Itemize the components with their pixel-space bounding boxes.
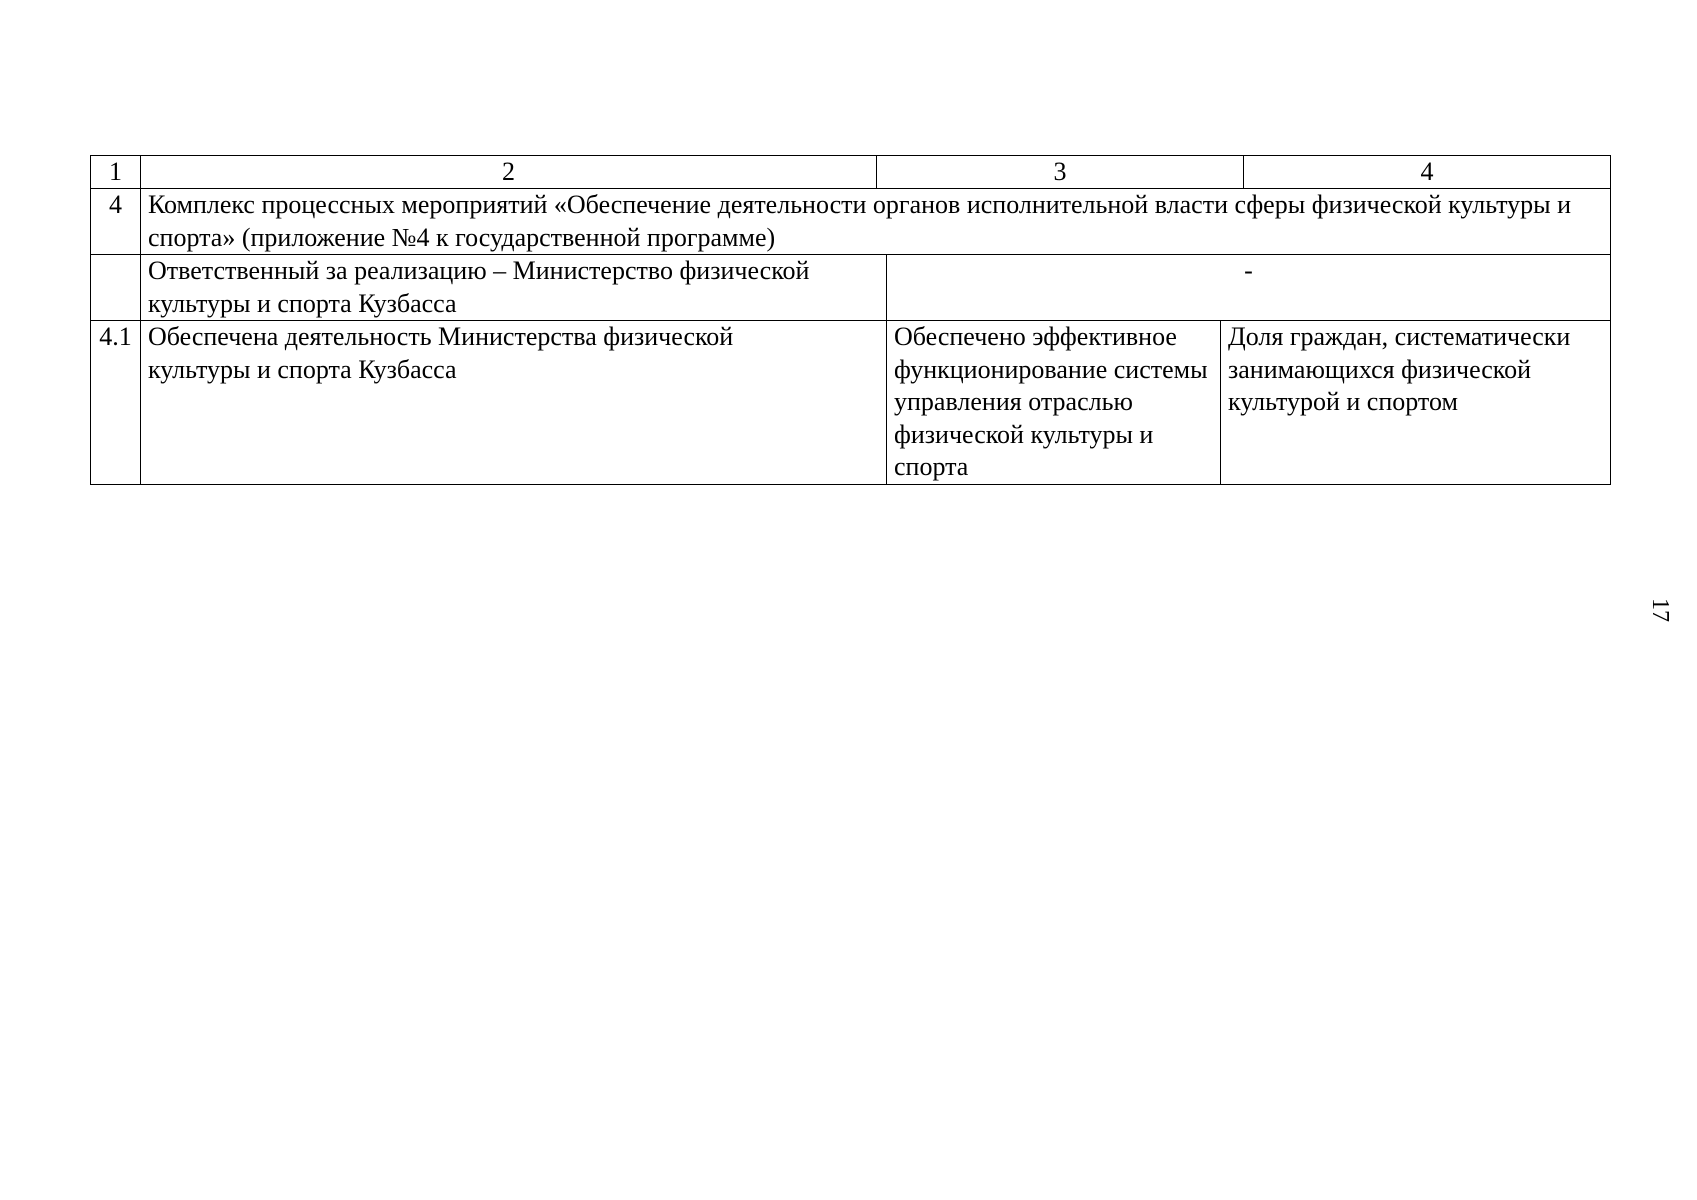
row-task: Обеспечена деятельность Министерства физической культуры и спорта Кузбасса [148, 322, 734, 384]
row-indicator: Доля граждан, систематически занимающихся физической культурой и спортом [1228, 322, 1571, 416]
header-cell-1: 1 [109, 157, 122, 186]
page-number: 17 [1647, 598, 1673, 622]
section-title: Комплекс процессных мероприятий «Обеспечение деятельности органов исполнительной власти сферы физической культуры и спорта» (приложение №4 к государственной программе) [148, 190, 1572, 252]
header-cell-3: 3 [1053, 157, 1067, 186]
table-border-right [1610, 155, 1611, 485]
section-number: 4 [109, 190, 122, 219]
row-result: Обеспечено эффективное функционирование системы управления отраслью физической культуры и спорта [894, 322, 1208, 481]
row-number: 4.1 [99, 322, 132, 351]
responsible-value: - [1244, 256, 1253, 285]
header-cell-4: 4 [1420, 157, 1434, 186]
responsible-text: Ответственный за реализацию – Министерство физической культуры и спорта Кузбасса [148, 256, 810, 318]
header-cell-2: 2 [502, 157, 515, 186]
table-border-bottom [90, 484, 1611, 485]
